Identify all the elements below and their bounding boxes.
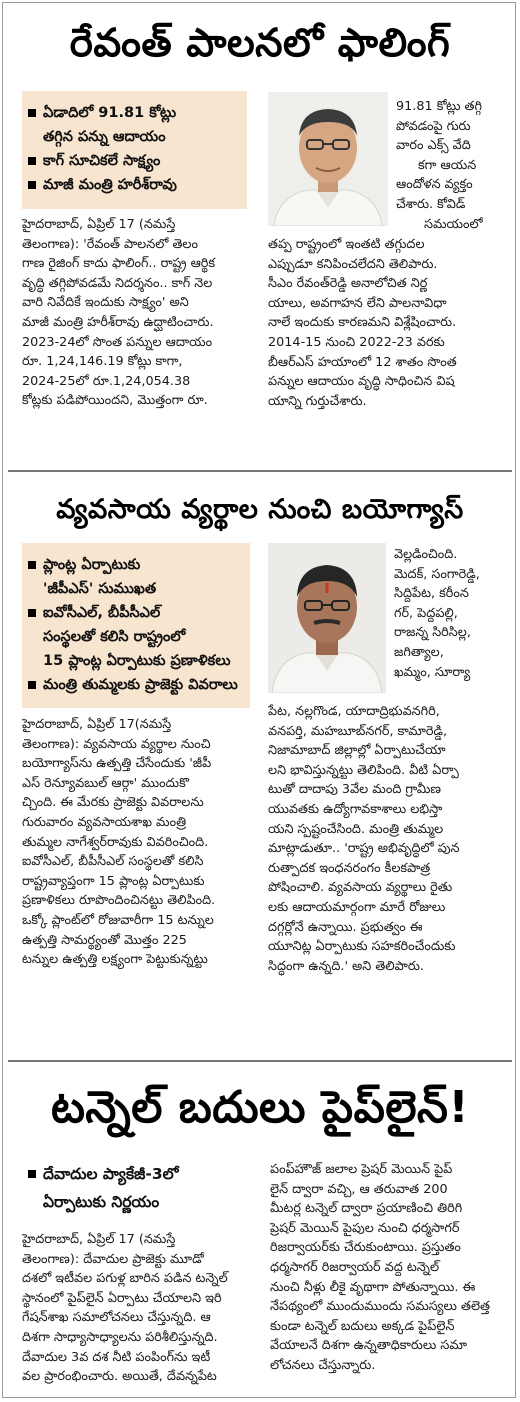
text-line: యాలు, అవగాహన లేని పాలనావిధా: [268, 295, 447, 311]
highlight-item: [22, 553, 250, 577]
text-line: గర్, పెద్దపల్లి,: [394, 605, 458, 621]
text-line: లైన్ ద్వారా వచ్చి, ఆ తరువాత 200: [270, 1181, 448, 1197]
harish-rao-photo: [268, 92, 388, 226]
text-line: నిజామాబాద్ జిల్లాల్లో ఏర్పాటుచేయా: [268, 743, 446, 759]
text-line: లోచనలు చేస్తున్నారు.: [270, 1357, 376, 1373]
text-line: మాజీ మంత్రి హరీశ్‌రావు: [43, 177, 177, 193]
text-line: తప్ప రాష్ట్రంలో ఇంతటి తగ్గుదల: [268, 237, 425, 252]
text-line: టుతో దాదాపు 3వేల మంది గ్రామీణ: [268, 782, 441, 798]
text-line: బీఆర్‌ఎస్ హయాంలో 12 శాతం సొంత: [268, 354, 457, 370]
text-line: ఎస్ రెన్యూవబుల్ ఆర్గా' ముందుకొ: [22, 775, 189, 791]
highlight-item: [22, 625, 250, 649]
text-line: పోషించాలి. వ్యవసాయ వ్యర్థాలు రైతు: [268, 880, 453, 896]
text-line: తెలంగాణ): దేవాదుల ప్రాజెక్టు మూడో: [22, 1251, 204, 1267]
text-line: నాలే ఇందుకు కారణమని విశ్లేషించారు.: [268, 315, 457, 331]
text-line: యూనిట్ల ఏర్పాటుకు సహకరించేందుకు: [268, 939, 456, 955]
text-line: 2024-25లో రూ.1,24,054.38: [22, 373, 191, 389]
text-line: తెలంగాణ): 'రేవంత్ పాలనలో తెలం: [22, 236, 198, 252]
text-line: నుంచి నీళ్లు లీకై వృథాగా పోతున్నాయి. ఈ: [270, 1279, 476, 1295]
text-line: ధర్మసాగర్ రిజర్వాయర్ వద్ద టన్నెల్: [270, 1259, 440, 1275]
text-line: రిజర్వాయర్‌కు చేరుకుంటాయి. ప్రస్తుతం: [270, 1240, 461, 1256]
text-line: వేయాలనే దిశగా ఉన్నతాధికారులు సమా: [270, 1338, 468, 1354]
text-line: 2023-24లో సొంత పన్నుల ఆదాయం: [22, 334, 213, 350]
text-line: మంత్రి తుమ్మలకు ప్రాజెక్టు వివరాలు: [43, 677, 238, 693]
text-line: హైదరాబాద్, ఏప్రిల్ 17 (నమస్తే: [22, 217, 176, 232]
text-line: జగిత్యాల,: [394, 644, 444, 660]
highlight-item: [22, 673, 250, 697]
text-line: వల ప్రారంభించారు. అయితే, దేవన్నపేట: [22, 1369, 217, 1385]
highlight-item: [22, 125, 247, 149]
text-line: వారి నివేదికే ఇందుకు సాక్ష్యం' అని: [22, 295, 189, 311]
text-line: యాన్ని గుర్తుచేశారు.: [268, 393, 367, 409]
text-line: కగా ఆయన: [418, 157, 477, 173]
text-line: ఎప్పుడూ కనిపించలేదని తెలిపారు.: [268, 256, 438, 272]
text-line: సంస్థలతో కలిసి రాష్ట్రంలో: [43, 629, 186, 645]
article-body-right: [268, 235, 508, 411]
article-body-right: [268, 702, 508, 976]
text-line: వృద్ధి తగ్గిపోవడమే నిదర్శనం.. కాగ్ నెల: [22, 275, 213, 291]
text-line: 15 ప్లాంట్ల ఏర్పాటుకు ప్రణాళికలు: [43, 653, 231, 669]
text-line: పోవడంపై గురు: [396, 118, 471, 134]
text-line: రాష్ట్రవ్యాప్తంగా 15 ప్లాంట్ల ఏర్పాటుకు: [22, 873, 205, 889]
article-body-right-top: [394, 545, 510, 682]
text-line: 91.81 కోట్లు తగ్గి: [396, 99, 482, 114]
highlights-box: [22, 91, 247, 209]
text-line: తగ్గిన పన్ను ఆదాయం: [43, 129, 166, 145]
highlight-item: [22, 173, 247, 197]
article-body-left: [22, 215, 250, 411]
article-body-left: [22, 1230, 254, 1387]
text-line: రుత్పాదక ఇంధనరంగం కీలకపాత్ర: [268, 860, 431, 876]
text-line: ఏడాదిలో 91.81 కోట్లు: [43, 105, 177, 121]
text-line: మెదక్, సంగారెడ్డి,: [394, 566, 480, 582]
text-line: గాణ రైజింగ్ కాదు ఫాలింగ్.. రాష్ట్ర ఆర్థిక: [22, 256, 216, 272]
text-line: 2014-15 నుంచి 2022-23 వరకు: [268, 334, 445, 350]
text-line: పంప్‌హౌజ్ జలాల ప్రెషర్ మెయిన్ పైప్: [270, 1162, 453, 1177]
text-line: పన్నుల ఆదాయం వృద్ధి సాధించిన విష: [268, 374, 455, 390]
text-line: రాజన్న సిరిసిల్ల,: [394, 625, 471, 641]
bullet-icon: [28, 157, 36, 165]
text-line: సిద్ధంగా ఉన్నది.' అని తెలిపారు.: [268, 958, 424, 974]
text-line: కుండా టన్నెల్ బదులు అక్కడ పైప్‌లైన్: [270, 1318, 455, 1334]
article-body-right-top: [396, 97, 508, 234]
text-line: పేట, నల్లగొండ, యాదాద్రిభువనగిరి,: [268, 704, 440, 719]
highlights-box: [22, 543, 250, 708]
text-line: వనపర్తి, మహబూబ్‌నగర్, కామారెడ్డి,: [268, 723, 448, 739]
bullet-icon: [28, 1170, 36, 1178]
text-line: గేషన్‌శాఖ సమాలోచనలు చేస్తున్నది. ఆ: [22, 1310, 211, 1326]
text-line: బయోగ్యాస్‌ను ఉత్పత్తి చేసేందుకు 'జీపీ: [22, 756, 212, 772]
text-line: సమయంలో: [424, 216, 483, 232]
text-line: ఐవోసీఎల్, బీపీసీఎల్: [43, 605, 161, 621]
text-line: దశలో ఇటీవల పగుళ్ల బారిన పడిన టన్నెల్: [22, 1271, 228, 1287]
text-line: ఐవోసీఎల్, బీపీసీఎల్ సంస్థలతో కలిసి: [22, 854, 204, 870]
text-line: 'జీపీఎస్' సుముఖత: [43, 581, 157, 597]
text-line: దగ్గర్లోనే ఉన్నాయి. ప్రభుత్వం ఈ: [268, 919, 423, 935]
text-line: మాట్లాడుతూ.. 'రాష్ట్ర అభివృద్ధిలో పున: [268, 841, 460, 857]
text-line: దిశగా సాధ్యాసాధ్యాలను పరిశీలిస్తున్నది.: [22, 1329, 218, 1345]
highlight-item: [22, 649, 250, 673]
bullet-icon: [28, 109, 36, 117]
text-line: మాజీ మంత్రి హరీశ్‌రావు ఉద్ఘాటించారు.: [22, 314, 214, 330]
text-line: లకు ఆదాయమార్గంగా మారే రోజులు: [268, 899, 446, 915]
text-line: సీఎం రేవంత్‌రెడ్డి అనాలోచిత నిర్ణ: [268, 276, 428, 292]
text-line: చ్చింది. ఈ మేరకు ప్రాజెక్టు వివరాలను: [22, 795, 204, 811]
article-separator: [8, 470, 512, 472]
article-headline: టన్నెల్ బదులు పైప్‌లైన్!: [50, 1082, 470, 1133]
highlight-item: [22, 101, 247, 125]
text-line: స్థానంలో పైప్‌లైన్ ఏర్పాటు చేయాలని ఇరి: [22, 1290, 222, 1306]
bullet-icon: [28, 181, 36, 189]
text-line: హైదరాబాద్, ఏప్రిల్ 17(నమస్తే: [22, 717, 172, 732]
article-headline: రేవంత్ పాలనలో ఫాలింగ్: [69, 21, 451, 66]
highlights-box: [22, 1160, 254, 1222]
text-line: మీటర్ల టన్నెల్ ద్వారా ప్రయాణించి తిరిగి: [270, 1201, 463, 1217]
bullet-icon: [28, 681, 36, 689]
article-body-right: [270, 1160, 508, 1376]
text-line: తెలంగాణ): వ్యవసాయ వ్యర్థాల నుంచి: [22, 736, 211, 752]
text-line: దేవాదుల 3వ దశ నీటి పంపింగ్‌ను ఇటీ: [22, 1349, 211, 1365]
text-line: చేశారు. కోవిడ్: [396, 196, 466, 212]
text-line: రూ. 1,24,146.19 కోట్లు కాగా,: [22, 354, 183, 370]
text-line: నేపథ్యంలో ముందుముందు సమస్యలు తలెత్త: [270, 1299, 491, 1315]
tummala-photo: [268, 543, 386, 693]
article-headline: వ్యవసాయ వ్యర్థాల నుంచి బయోగ్యాస్: [56, 494, 464, 525]
text-line: యని స్పష్టంచేసింది. మంత్రి తుమ్మల: [268, 821, 444, 837]
article-body-left: [22, 715, 250, 970]
text-line: ఖమ్మం, సూర్యా: [394, 664, 471, 680]
article-separator: [8, 1060, 512, 1062]
text-line: హైదరాబాద్, ఏప్రిల్ 17 (నమస్తే: [22, 1232, 176, 1247]
text-line: గురువారం వ్యవసాయశాఖ మంత్రి: [22, 814, 187, 830]
text-line: ఒక్కో ప్లాంట్‌లో రోజువారీగా 15 టన్నుల: [22, 912, 214, 928]
highlight-item: [22, 149, 247, 173]
text-line: దేవాదుల ప్యాకేజీ-3లో: [43, 1165, 179, 1183]
text-line: తుమ్మల నాగేశ్వర్‌రావుకు వివరించింది.: [22, 834, 209, 850]
highlight-item: [22, 1188, 254, 1216]
text-line: ఆందోళన వ్యక్తం: [396, 177, 473, 193]
bullet-icon: [28, 561, 36, 569]
bullet-icon: [28, 609, 36, 617]
text-line: ఏర్పాటుకు నిర్ణయం: [43, 1193, 160, 1211]
text-line: ప్లాంట్ల ఏర్పాటుకు: [43, 557, 141, 573]
text-line: కాగ్ సూచికలే సాక్ష్యం: [43, 153, 161, 169]
text-line: యువతకు ఉద్యోగావకాశాలు లభిస్తా: [268, 801, 443, 817]
text-line: లని భావిస్తున్నట్టు తెలిపింది. వీటి ఏర్పా: [268, 762, 459, 778]
highlight-item: [22, 1160, 254, 1188]
highlight-item: [22, 577, 250, 601]
text-line: వెల్లడించింది.: [394, 547, 458, 562]
text-line: కోట్లకు పడిపోయిందని, మొత్తంగా రూ.: [22, 393, 208, 409]
text-line: ఉత్పత్తి సామర్థ్యంతో మొత్తం 225: [22, 932, 187, 948]
text-line: టన్నుల ఉత్పత్తి లక్ష్యంగా పెట్టుకున్నట్టు: [22, 952, 208, 968]
text-line: సిద్దిపేట, కరీంన: [394, 586, 469, 602]
text-line: ప్రణాళికలు రూపొందించినట్టు తెలిపింది.: [22, 893, 216, 909]
highlight-item: [22, 601, 250, 625]
text-line: వారం ఎక్స్ వేది: [396, 138, 471, 154]
text-line: ప్రెషర్ మెయిన్ పైపుల నుంచి ధర్మసాగర్: [270, 1220, 460, 1236]
